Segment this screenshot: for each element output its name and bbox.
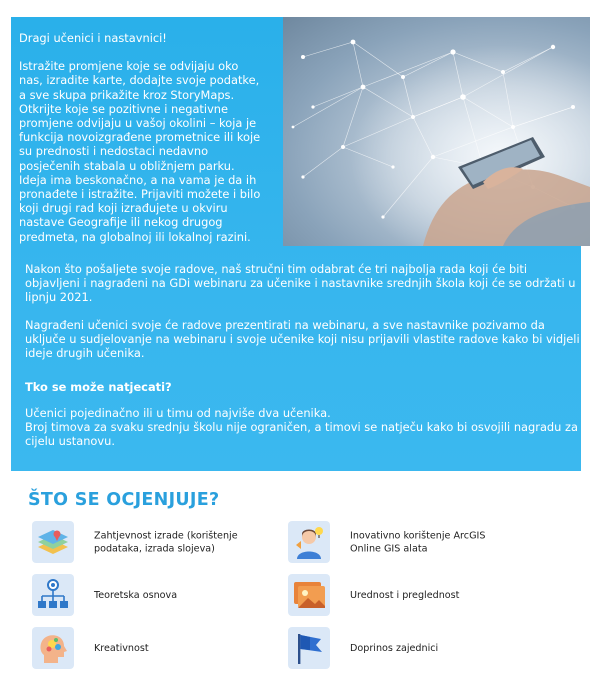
image-icon: [288, 574, 330, 616]
criterion-creativity: [32, 627, 292, 671]
criterion-neatness: [288, 574, 548, 618]
intro-line: koji drugi rad koji izrađujete u okviru: [19, 201, 228, 216]
webinar-paragraph: [25, 318, 580, 361]
criterion-community: [288, 627, 548, 671]
paragraph-line: ideje drugih učenika.: [25, 346, 145, 361]
layers-map-icon: [32, 521, 74, 563]
criteria-title: ŠTO SE OCJENJUJE?: [28, 490, 220, 510]
intro-line: posječenih stabala u obližnjem parku.: [19, 158, 235, 173]
paragraph-line: Nagrađeni učenici svoje će radove prezentirati na webinaru, a sve nastavnike pozivamo da: [25, 318, 545, 332]
intro-line: su prednosti i nedostaci nedavno: [19, 144, 209, 159]
criterion-label: Teoretska osnova: [94, 589, 178, 601]
criterion-theory: [32, 574, 292, 618]
criterion-label: Inovativno korištenje ArcGIS Online GIS alata: [350, 530, 486, 554]
criterion-label: Doprinos zajednici: [350, 642, 439, 654]
creative-mind-icon: [32, 627, 74, 669]
paragraph-line: lipnju 2021.: [25, 290, 93, 305]
intro-line: promjene odvijaju u vašoj okolini – koja je: [19, 116, 257, 131]
network-illustration: [283, 17, 590, 246]
intro-line: Ideja ima beskonačno, a na vama je da ih: [19, 172, 257, 187]
innovation-user-icon: [288, 521, 330, 563]
intro-line: funkcija novoizgrađene prometnice ili koje: [19, 130, 261, 145]
criterion-innovation: [288, 521, 548, 565]
results-paragraph: [25, 262, 575, 305]
eligibility-heading: Tko se može natjecati?: [25, 380, 172, 394]
paragraph-line: uključe u sudjelovanje na webinaru i svoje učenike koji nisu prijavili vlastite radove kako bi vidjeli: [25, 332, 580, 347]
paragraph-line: Broj timova za svaku srednju školu nije ograničen, a timovi se natječu kako bi osvojili nagradu za: [25, 420, 578, 435]
intro-line: nas, izradite karte, dodajte svoje podatke,: [19, 73, 260, 88]
criterion-label: Urednost i preglednost: [350, 589, 460, 601]
intro-line: nastave Geografije ili nekog drugog: [19, 215, 223, 230]
criterion-label: Zahtjevnost izrade (korištenje podataka, izrada slojeva): [94, 530, 238, 554]
flag-icon: [288, 627, 330, 669]
intro-line: pronađete i istražite. Prijaviti možete i bilo: [19, 187, 261, 202]
hierarchy-icon: [32, 574, 74, 616]
intro-line: predmeta, na globalnoj ili lokalnoj razini.: [19, 229, 251, 244]
intro-line: Istražite promjene koje se odvijaju oko: [19, 59, 239, 74]
hand-network-photo: [283, 17, 590, 246]
paragraph-line: cijelu ustanovu.: [25, 434, 115, 449]
paragraph-line: Nakon što pošaljete svoje radove, naš stručni tim odabrat će tri najbolja rada koji će biti: [25, 262, 527, 276]
criterion-label: Kreativnost: [94, 642, 149, 654]
paragraph-line: Učenici pojedinačno ili u timu od najviše dva učenika.: [25, 406, 331, 420]
greeting: Dragi učenici i nastavnici!: [19, 31, 167, 45]
intro-line: a sve skupa prikažite kroz StoryMaps.: [19, 87, 235, 102]
intro-line: Otkrijte koje se pozitivne i negativne: [19, 101, 229, 116]
criterion-complexity: [32, 521, 292, 565]
eligibility-paragraph: [25, 406, 578, 449]
paragraph-line: objavljeni i nagrađeni na GDi webinaru za učenike i nastavnike srednjih škola koji će se održati u: [25, 276, 576, 291]
intro-text: [19, 31, 274, 244]
